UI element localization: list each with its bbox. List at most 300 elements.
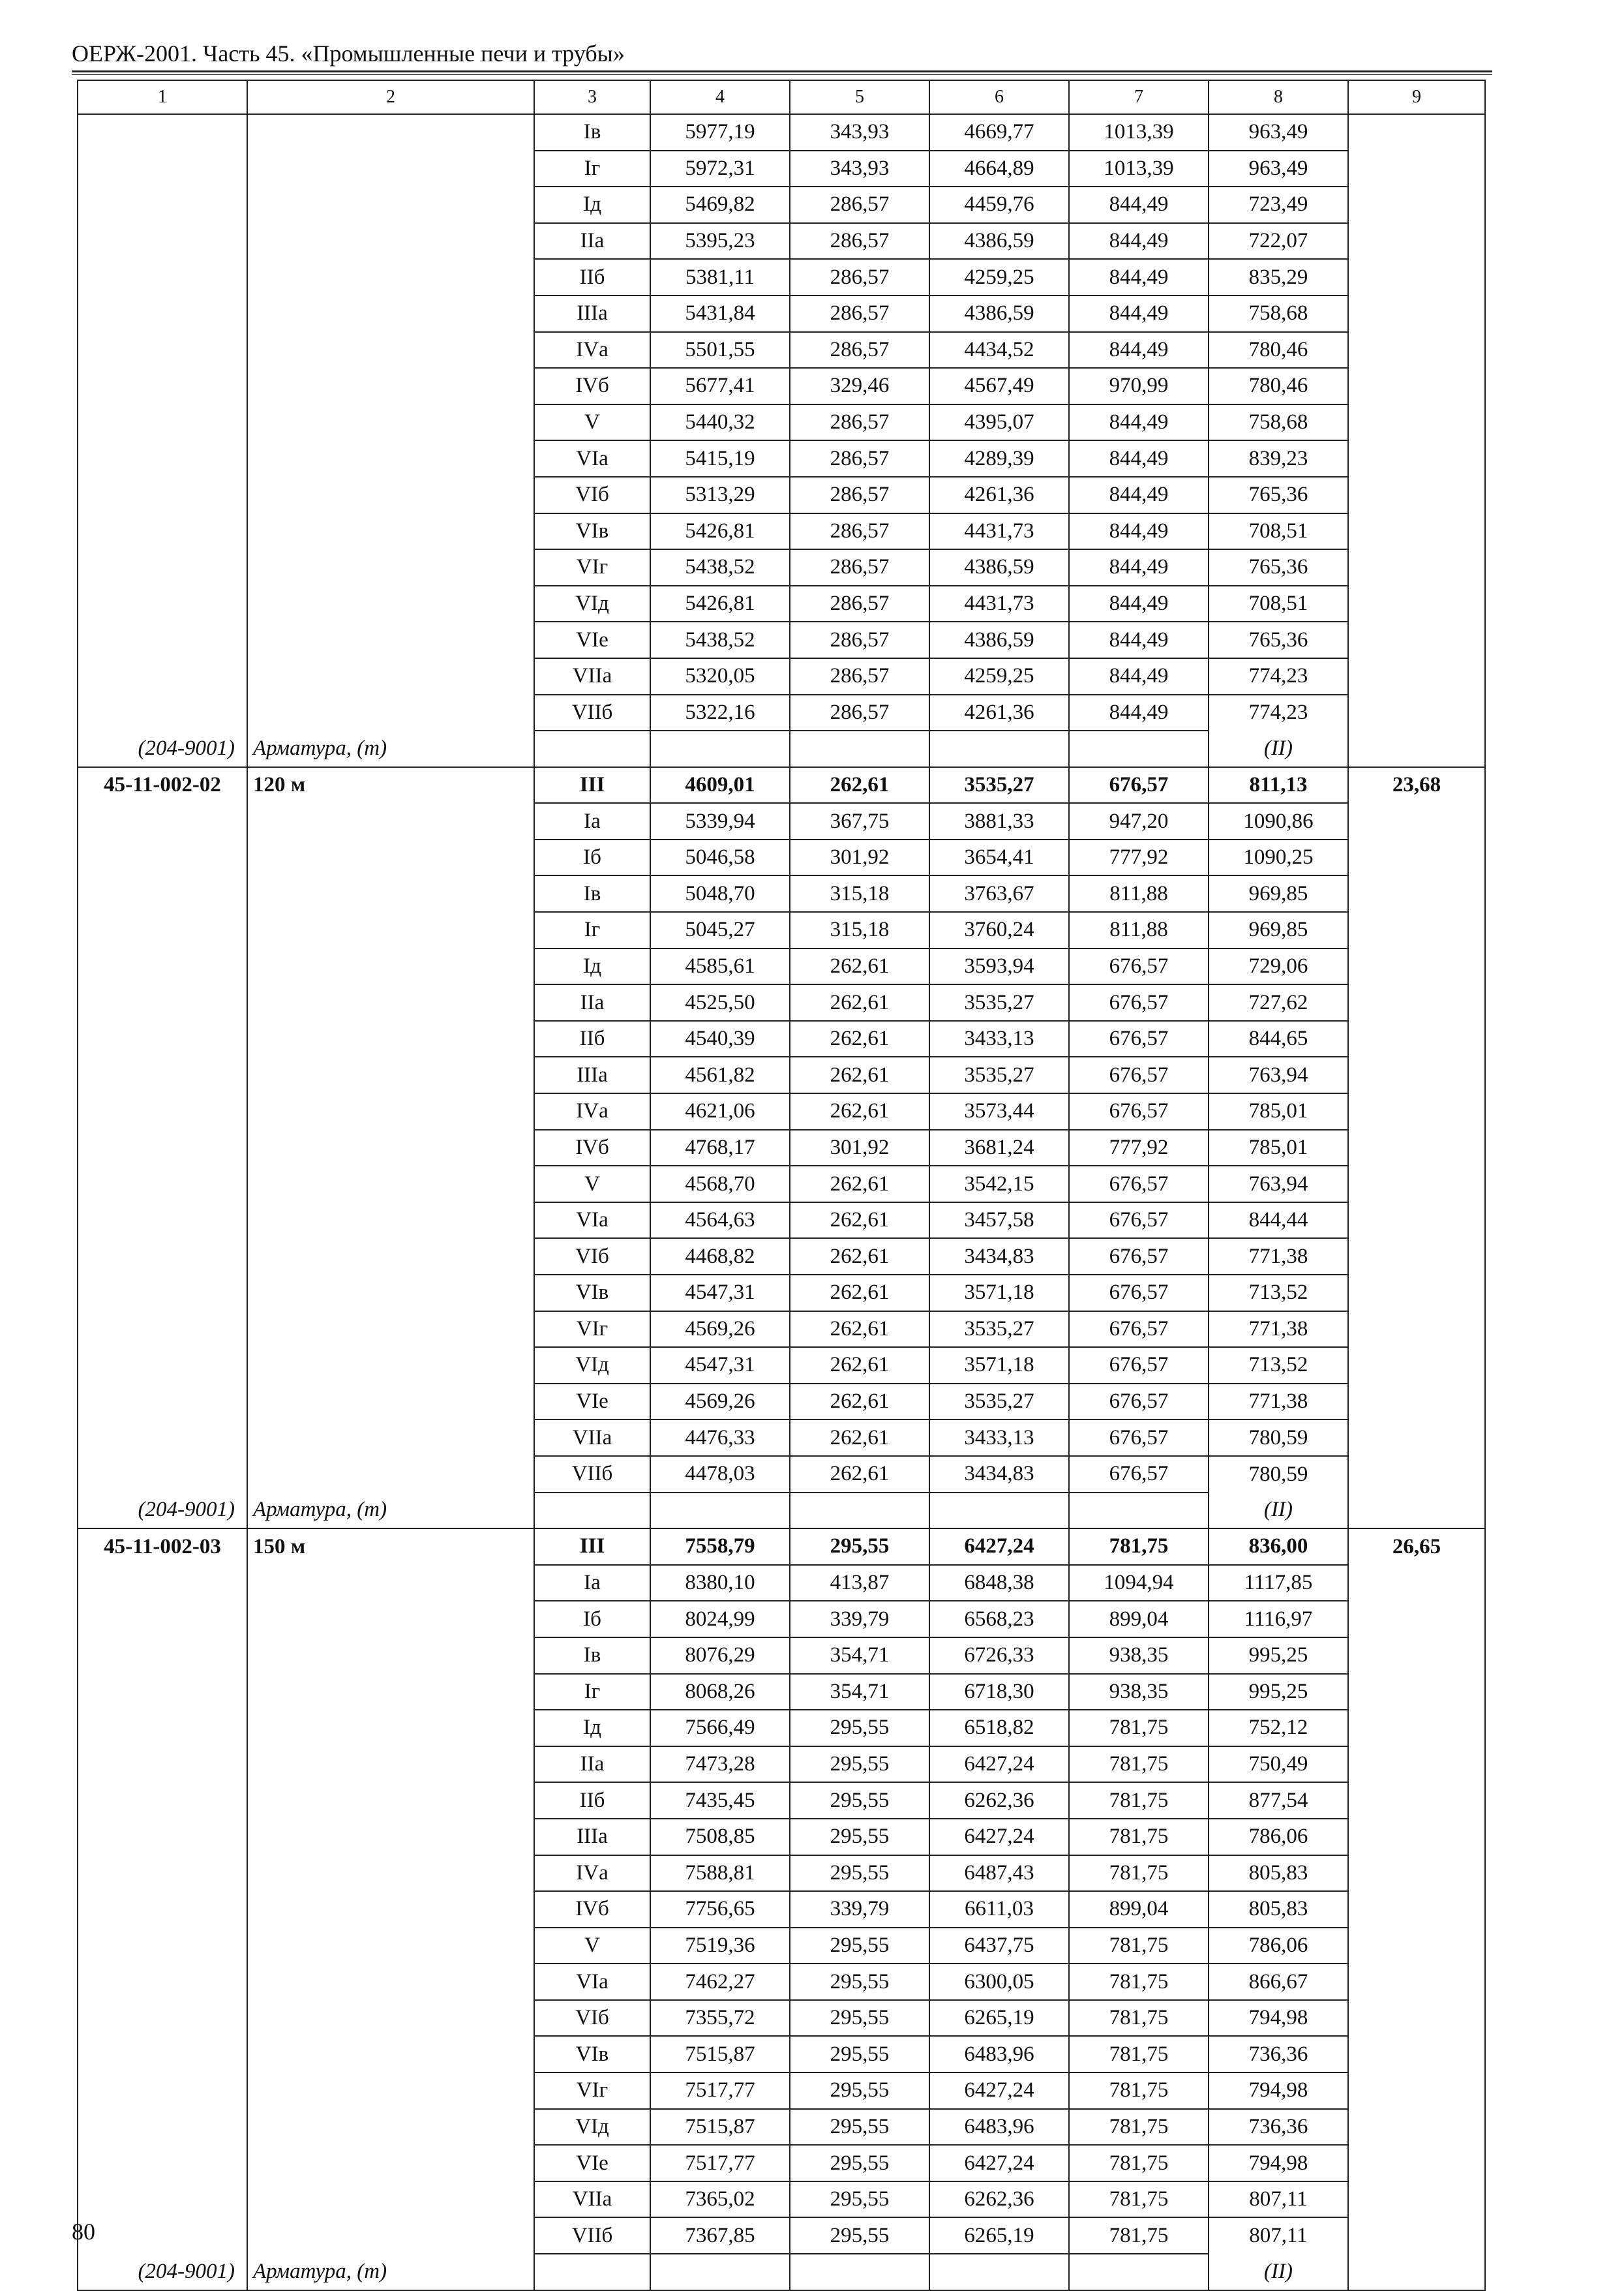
operator-wages-cell: 777,92 (1069, 840, 1209, 876)
materials-cell: 963,49 (1209, 151, 1348, 187)
wages-cell: 286,57 (790, 296, 929, 332)
machine-cost-cell: 4664,89 (929, 151, 1069, 187)
table-row (78, 1710, 1485, 1746)
wages-cell: 262,61 (790, 1347, 929, 1384)
labor-cell (1348, 477, 1485, 513)
materials-cell: 963,49 (1209, 114, 1348, 151)
zone-cell: VIIб (534, 695, 650, 731)
total-cost-cell: 8024,99 (650, 1601, 790, 1637)
total-cost-cell: 4476,33 (650, 1419, 790, 1456)
labor-cell: 26,65 (1348, 1528, 1485, 1565)
materials-cell (1209, 731, 1348, 767)
zone-cell: III (534, 767, 650, 804)
materials-cell: 786,06 (1209, 1819, 1348, 1855)
zone-cell: VIе (534, 622, 650, 658)
materials-cell: 771,38 (1209, 1384, 1348, 1420)
name-cell (247, 368, 534, 404)
total-cost-cell: 5395,23 (650, 223, 790, 260)
labor-cell (1348, 1928, 1485, 1964)
materials-cell: 1090,86 (1209, 803, 1348, 840)
materials-cell: 752,12 (1209, 1710, 1348, 1746)
code-cell (78, 1202, 247, 1239)
machine-cost-cell (929, 731, 1069, 767)
table-row (78, 296, 1485, 332)
zone-cell: IIIа (534, 1819, 650, 1855)
table-row (78, 948, 1485, 985)
table-row (78, 513, 1485, 550)
materials-cell: 729,06 (1209, 948, 1348, 985)
code-cell (78, 2145, 247, 2181)
wages-cell: 295,55 (790, 1710, 929, 1746)
table-row (78, 1021, 1485, 1057)
machine-cost-cell: 4431,73 (929, 513, 1069, 550)
resource-code: (204-9001) (138, 736, 235, 760)
materials-cell: 758,68 (1209, 404, 1348, 441)
zone-cell: Iб (534, 1601, 650, 1637)
table-row (78, 259, 1485, 296)
operator-wages-cell: 676,57 (1069, 767, 1209, 804)
wages-cell: 286,57 (790, 513, 929, 550)
code-cell (78, 1565, 247, 1601)
labor-cell (1348, 1202, 1485, 1239)
table-row (78, 151, 1485, 187)
wages-cell: 339,79 (790, 1891, 929, 1928)
wages-cell: 354,71 (790, 1637, 929, 1674)
total-cost-cell: 7519,36 (650, 1928, 790, 1964)
column-number: 8 (1209, 80, 1348, 114)
zone-cell: VIа (534, 1964, 650, 2000)
zone-cell: VIг (534, 1311, 650, 1348)
wages-cell: 413,87 (790, 1565, 929, 1601)
zone-cell: VIа (534, 1202, 650, 1239)
name-cell (247, 658, 534, 695)
machine-cost-cell: 4386,59 (929, 622, 1069, 658)
resource-name: Арматура, (т) (253, 1498, 387, 1522)
materials-cell: 774,23 (1209, 658, 1348, 695)
zone-cell: VIв (534, 1275, 650, 1311)
code-cell (78, 1601, 247, 1637)
labor-cell (1348, 259, 1485, 296)
wages-cell: 295,55 (790, 1964, 929, 2000)
code-cell (78, 1057, 247, 1093)
total-cost-cell: 4768,17 (650, 1130, 790, 1166)
labor-cell (1348, 2145, 1485, 2181)
table-row (78, 1057, 1485, 1093)
table-row (78, 332, 1485, 369)
zone-cell: Iв (534, 875, 650, 912)
materials-cell: 765,36 (1209, 622, 1348, 658)
name-cell (247, 513, 534, 550)
operator-wages-cell: 844,49 (1069, 695, 1209, 731)
operator-wages-cell: 1094,94 (1069, 1565, 1209, 1601)
total-cost-cell: 7365,02 (650, 2181, 790, 2218)
code-cell (78, 2000, 247, 2037)
labor-cell (1348, 1311, 1485, 1348)
machine-cost-cell: 3457,58 (929, 1202, 1069, 1239)
code-cell (78, 1275, 247, 1311)
labor-cell (1348, 1275, 1485, 1311)
labor-cell (1348, 912, 1485, 948)
zone-cell: V (534, 404, 650, 441)
column-number: 3 (534, 80, 650, 114)
labor-cell (1348, 1347, 1485, 1384)
machine-cost-cell: 6262,36 (929, 1782, 1069, 1819)
wages-cell: 286,57 (790, 223, 929, 260)
operator-wages-cell: 781,75 (1069, 2036, 1209, 2072)
page-number: 80 (72, 2219, 95, 2245)
operator-wages-cell: 811,88 (1069, 912, 1209, 948)
code-cell (78, 840, 247, 876)
column-number: 9 (1348, 80, 1485, 114)
name-cell (247, 1964, 534, 2000)
machine-cost-cell: 6427,24 (929, 1746, 1069, 1783)
wages-cell: 295,55 (790, 1782, 929, 1819)
operator-wages-cell: 844,49 (1069, 296, 1209, 332)
code-cell (78, 2181, 247, 2218)
total-cost-cell: 5431,84 (650, 296, 790, 332)
name-cell (247, 2145, 534, 2181)
labor-cell (1348, 1637, 1485, 1674)
materials-cell: 785,01 (1209, 1093, 1348, 1130)
zone-cell: VIе (534, 1384, 650, 1420)
code-cell (78, 2036, 247, 2072)
resource-class: (II) (1264, 2259, 1293, 2283)
table-row (78, 477, 1485, 513)
zone-cell: IIIа (534, 296, 650, 332)
total-cost-cell: 5438,52 (650, 622, 790, 658)
table-row (78, 840, 1485, 876)
labor-cell (1348, 1419, 1485, 1456)
operator-wages-cell: 844,49 (1069, 477, 1209, 513)
table-row (78, 1928, 1485, 1964)
code-cell (78, 658, 247, 695)
machine-cost-cell: 4386,59 (929, 223, 1069, 260)
operator-wages-cell: 844,49 (1069, 622, 1209, 658)
operator-wages-cell: 938,35 (1069, 1674, 1209, 1710)
machine-cost-cell: 6718,30 (929, 1674, 1069, 1710)
zone-cell: IIа (534, 984, 650, 1021)
name-cell (247, 404, 534, 441)
table-row (78, 223, 1485, 260)
materials-cell: 835,29 (1209, 259, 1348, 296)
materials-cell: 723,49 (1209, 187, 1348, 223)
labor-cell (1348, 586, 1485, 622)
machine-cost-cell: 3571,18 (929, 1347, 1069, 1384)
total-cost-cell: 7508,85 (650, 1819, 790, 1855)
materials-cell: 750,49 (1209, 1746, 1348, 1783)
zone-cell: IIа (534, 1746, 650, 1783)
zone-cell: VIIб (534, 1456, 650, 1493)
operator-wages-cell: 676,57 (1069, 1419, 1209, 1456)
total-cost-cell: 4468,82 (650, 1238, 790, 1275)
zone-cell: Iг (534, 151, 650, 187)
total-cost-cell: 4561,82 (650, 1057, 790, 1093)
machine-cost-cell: 6427,24 (929, 1819, 1069, 1855)
name-cell (247, 803, 534, 840)
wages-cell: 343,93 (790, 114, 929, 151)
zone-cell: VIб (534, 477, 650, 513)
zone-cell: Iв (534, 1637, 650, 1674)
machine-cost-cell: 3535,27 (929, 984, 1069, 1021)
code-cell (78, 1311, 247, 1348)
operator-wages-cell: 781,75 (1069, 1782, 1209, 1819)
zone-cell: Iд (534, 948, 650, 985)
code-cell (78, 1710, 247, 1746)
materials-cell: 765,36 (1209, 549, 1348, 586)
labor-cell (1348, 2217, 1485, 2254)
table-row (78, 368, 1485, 404)
labor-cell (1348, 332, 1485, 369)
labor-cell (1348, 658, 1485, 695)
table-row (78, 1311, 1485, 1348)
labor-cell (1348, 1746, 1485, 1783)
zone-cell: VIб (534, 2000, 650, 2037)
materials-cell: 866,67 (1209, 1964, 1348, 2000)
labor-cell: 23,68 (1348, 767, 1485, 804)
total-cost-cell: 5046,58 (650, 840, 790, 876)
name-cell (247, 622, 534, 658)
operator-wages-cell: 781,75 (1069, 1746, 1209, 1783)
materials-cell (1209, 2254, 1348, 2290)
materials-cell: 839,23 (1209, 440, 1348, 477)
labor-cell (1348, 187, 1485, 223)
resource-footer-row (78, 1493, 1485, 1529)
name-cell (247, 1819, 534, 1855)
code-cell (78, 1819, 247, 1855)
materials-cell: 794,98 (1209, 2145, 1348, 2181)
labor-cell (1348, 1710, 1485, 1746)
total-cost-cell: 4568,70 (650, 1166, 790, 1202)
name-cell (247, 1057, 534, 1093)
zone-cell: Iб (534, 840, 650, 876)
wages-cell: 354,71 (790, 1674, 929, 1710)
wages-cell: 286,57 (790, 187, 929, 223)
materials-cell: 708,51 (1209, 513, 1348, 550)
wages-cell: 262,61 (790, 1419, 929, 1456)
wages-cell: 295,55 (790, 2036, 929, 2072)
code-cell (78, 477, 247, 513)
code-cell (78, 259, 247, 296)
code-cell (78, 1891, 247, 1928)
zone-cell: VIIа (534, 2181, 650, 2218)
wages-cell: 315,18 (790, 912, 929, 948)
machine-cost-cell: 3535,27 (929, 1311, 1069, 1348)
wages-cell: 262,61 (790, 948, 929, 985)
total-cost-cell: 4540,39 (650, 1021, 790, 1057)
total-cost-cell: 5972,31 (650, 151, 790, 187)
table-row (78, 695, 1485, 731)
materials-cell: 780,46 (1209, 368, 1348, 404)
name-cell (247, 549, 534, 586)
materials-cell: 763,94 (1209, 1057, 1348, 1093)
operator-wages-cell (1069, 731, 1209, 767)
wages-cell: 286,57 (790, 658, 929, 695)
total-cost-cell: 7462,27 (650, 1964, 790, 2000)
operator-wages-cell: 811,88 (1069, 875, 1209, 912)
operator-wages-cell: 676,57 (1069, 1347, 1209, 1384)
materials-cell: 736,36 (1209, 2036, 1348, 2072)
wages-cell (790, 2254, 929, 2290)
machine-cost-cell: 3434,83 (929, 1456, 1069, 1493)
total-cost-cell: 4585,61 (650, 948, 790, 985)
materials-cell: 780,59 (1209, 1456, 1348, 1493)
machine-cost-cell: 6265,19 (929, 2217, 1069, 2254)
wages-cell: 286,57 (790, 259, 929, 296)
name-cell (247, 731, 534, 767)
code-cell (78, 622, 247, 658)
labor-cell (1348, 1238, 1485, 1275)
machine-cost-cell: 3542,15 (929, 1166, 1069, 1202)
zone-cell: Iд (534, 187, 650, 223)
operator-wages-cell: 781,75 (1069, 1710, 1209, 1746)
machine-cost-cell: 6262,36 (929, 2181, 1069, 2218)
operator-wages-cell: 676,57 (1069, 1275, 1209, 1311)
materials-cell: 805,83 (1209, 1891, 1348, 1928)
table-row (78, 2000, 1485, 2037)
code-cell (78, 1928, 247, 1964)
column-number: 5 (790, 80, 929, 114)
labor-cell (1348, 151, 1485, 187)
wages-cell: 262,61 (790, 1384, 929, 1420)
name-cell (247, 1347, 534, 1384)
wages-cell: 367,75 (790, 803, 929, 840)
name-cell (247, 1093, 534, 1130)
materials-cell: 1116,97 (1209, 1601, 1348, 1637)
machine-cost-cell: 3535,27 (929, 1057, 1069, 1093)
materials-cell: 969,85 (1209, 875, 1348, 912)
name-cell (247, 1601, 534, 1637)
operator-wages-cell: 970,99 (1069, 368, 1209, 404)
zone-cell: IIб (534, 1782, 650, 1819)
operator-wages-cell: 676,57 (1069, 1021, 1209, 1057)
materials-cell: 763,94 (1209, 1166, 1348, 1202)
materials-cell: 780,46 (1209, 332, 1348, 369)
wages-cell: 286,57 (790, 695, 929, 731)
labor-cell (1348, 1891, 1485, 1928)
materials-cell: 807,11 (1209, 2181, 1348, 2218)
materials-cell: 811,13 (1209, 767, 1348, 804)
wages-cell: 286,57 (790, 332, 929, 369)
machine-cost-cell: 3433,13 (929, 1419, 1069, 1456)
wages-cell: 295,55 (790, 2181, 929, 2218)
wages-cell: 295,55 (790, 1855, 929, 1892)
table-row (78, 803, 1485, 840)
machine-cost-cell: 4459,76 (929, 187, 1069, 223)
name-cell (247, 151, 534, 187)
code-cell (78, 1964, 247, 2000)
machine-cost-cell: 6427,24 (929, 2145, 1069, 2181)
total-cost-cell: 4621,06 (650, 1093, 790, 1130)
code-cell (78, 1674, 247, 1710)
table-row (78, 1130, 1485, 1166)
name-cell (247, 2217, 534, 2254)
materials-cell: 774,23 (1209, 695, 1348, 731)
total-cost-cell: 5426,81 (650, 513, 790, 550)
labor-cell (1348, 695, 1485, 731)
table-row (78, 1384, 1485, 1420)
labor-cell (1348, 1964, 1485, 2000)
labor-cell (1348, 731, 1485, 767)
total-cost-cell: 7515,87 (650, 2109, 790, 2146)
labor-cell (1348, 223, 1485, 260)
total-cost-cell (650, 1493, 790, 1529)
zone-cell: VIг (534, 2072, 650, 2109)
wages-cell: 262,61 (790, 1202, 929, 1239)
operator-wages-cell: 676,57 (1069, 1311, 1209, 1348)
table-row (78, 1166, 1485, 1202)
total-cost-cell: 7566,49 (650, 1710, 790, 1746)
operator-wages-cell: 899,04 (1069, 1891, 1209, 1928)
code-cell (78, 1419, 247, 1456)
code-cell (78, 1166, 247, 1202)
zone-cell: VIд (534, 586, 650, 622)
code-cell (78, 332, 247, 369)
column-number: 4 (650, 80, 790, 114)
labor-cell (1348, 1021, 1485, 1057)
machine-cost-cell: 6265,19 (929, 2000, 1069, 2037)
operator-wages-cell: 844,49 (1069, 440, 1209, 477)
name-cell (247, 477, 534, 513)
machine-cost-cell: 4395,07 (929, 404, 1069, 441)
name-cell (247, 187, 534, 223)
labor-cell (1348, 1782, 1485, 1819)
wages-cell: 301,92 (790, 1130, 929, 1166)
machine-cost-cell: 3881,33 (929, 803, 1069, 840)
total-cost-cell: 5438,52 (650, 549, 790, 586)
machine-cost-cell: 3535,27 (929, 1384, 1069, 1420)
total-cost-cell: 8068,26 (650, 1674, 790, 1710)
operator-wages-cell: 1013,39 (1069, 151, 1209, 187)
table-row (78, 912, 1485, 948)
code-cell (78, 404, 247, 441)
materials-cell: 713,52 (1209, 1275, 1348, 1311)
labor-cell (1348, 296, 1485, 332)
zone-cell: VIIб (534, 2217, 650, 2254)
table-row (78, 1819, 1485, 1855)
table-row (78, 1238, 1485, 1275)
zone-cell: IIб (534, 259, 650, 296)
machine-cost-cell: 6848,38 (929, 1565, 1069, 1601)
wages-cell: 286,57 (790, 440, 929, 477)
wages-cell (790, 731, 929, 767)
machine-cost-cell: 6483,96 (929, 2036, 1069, 2072)
labor-cell (1348, 440, 1485, 477)
table-row (78, 1891, 1485, 1928)
total-cost-cell: 8380,10 (650, 1565, 790, 1601)
machine-cost-cell (929, 2254, 1069, 2290)
name-cell (247, 1782, 534, 1819)
name-cell (247, 1311, 534, 1348)
total-cost-cell: 5045,27 (650, 912, 790, 948)
table-row (78, 440, 1485, 477)
labor-cell (1348, 549, 1485, 586)
wages-cell: 295,55 (790, 2072, 929, 2109)
materials-cell: 794,98 (1209, 2072, 1348, 2109)
operator-wages-cell: 781,75 (1069, 1855, 1209, 1892)
materials-cell: 727,62 (1209, 984, 1348, 1021)
code-cell (78, 875, 247, 912)
name-cell (247, 223, 534, 260)
operator-wages-cell: 676,57 (1069, 948, 1209, 985)
materials-cell: 722,07 (1209, 223, 1348, 260)
table-row (78, 1637, 1485, 1674)
table-row (78, 1674, 1485, 1710)
machine-cost-cell: 3571,18 (929, 1275, 1069, 1311)
labor-cell (1348, 1674, 1485, 1710)
total-cost-cell: 5313,29 (650, 477, 790, 513)
materials-cell: 771,38 (1209, 1238, 1348, 1275)
machine-cost-cell: 4259,25 (929, 658, 1069, 695)
